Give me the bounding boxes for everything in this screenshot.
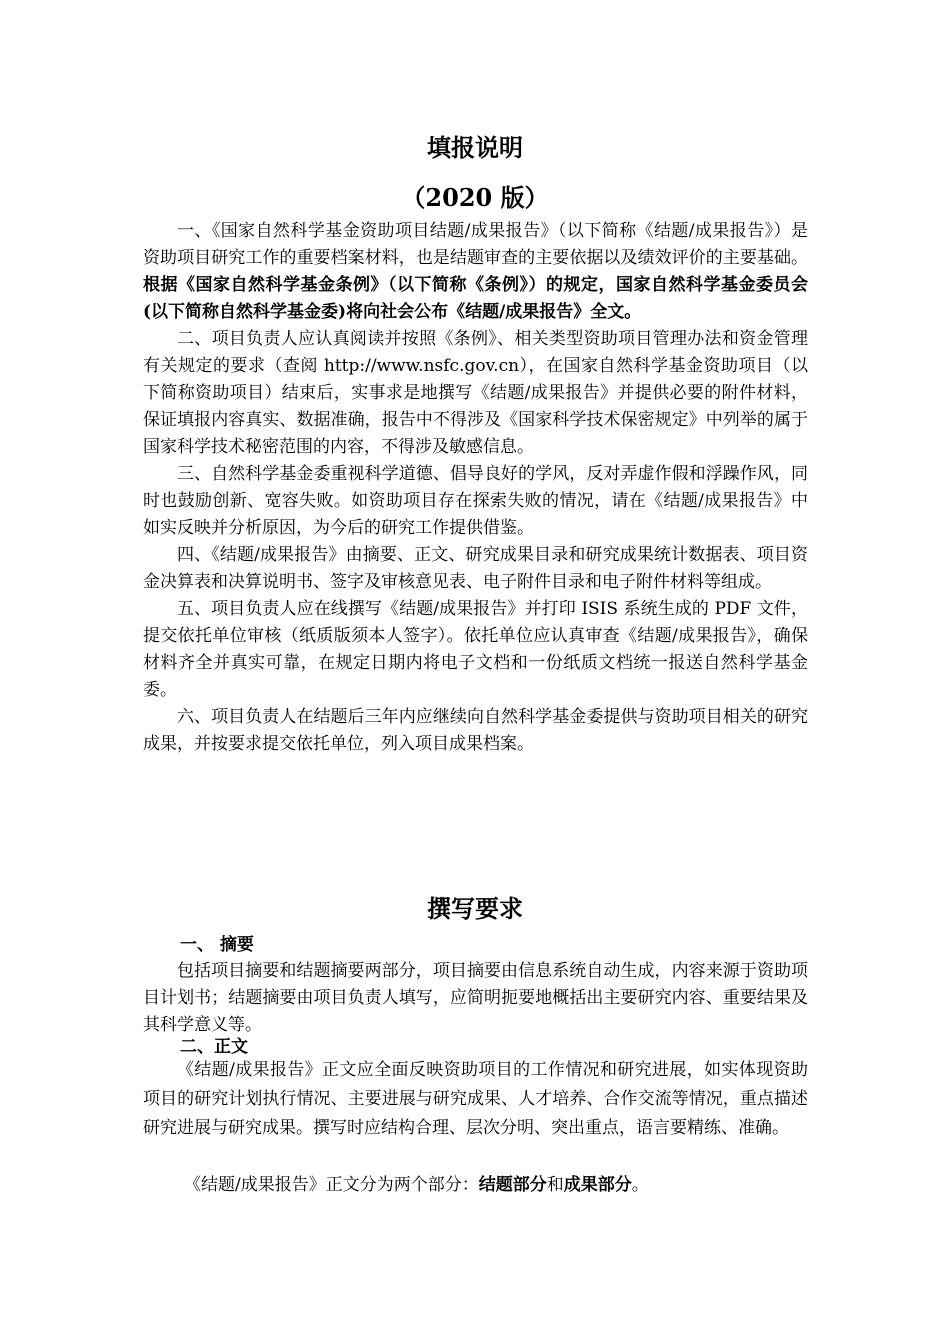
instruction-paragraph-6: 六、项目负责人在结题后三年内应继续向自然科学基金委提供与资助项目相关的研究成果，并按要求提交依托单位，列入项目成果档案。	[143, 707, 808, 754]
instruction-paragraph-2: 二、项目负责人应认真阅读并按照《条例》、相关类型资助项目管理办法和资金管理有关规定的要求（查阅 http://www.nsfc.gov.cn），在国家自然科学基金资助项目（以下简称资助项目）结束后，实事求是地撰写《结题/成果报告》并提供必要的附件材料，保证填报内容真实、数据准确，报告中不得涉及《国家科学技术保密规定》中列举的属于国家科学技术秘密范围的内容，不得涉及敏感信息。	[143, 329, 808, 457]
instruction-paragraph-5: 五、项目负责人应在线撰写《结题/成果报告》并打印 ISIS 系统生成的 PDF 文件，提交依托单位审核（纸质版须本人签字）。依托单位应认真审查《结题/成果报告》，确保材料齐全并真实可靠，在规定日期内将电子文档和一份纸质文档统一报送自然科学基金委。	[143, 599, 808, 700]
conclusion-part-label: 结题部分	[478, 1175, 547, 1195]
parts-and: 和	[546, 1175, 564, 1195]
main-text-paragraph: 《结题/成果报告》正文应全面反映资助项目的工作情况和研究进展，如实体现资助项目的研究计划执行情况、主要进展与研究成果、人才培养、合作交流等情况，重点描述研究进展与研究成果。撰写时应结构合理、层次分明、突出重点，语言要精练、准确。	[143, 1060, 808, 1138]
parts-suffix: 。	[631, 1175, 649, 1195]
instruction-paragraph-4: 四、《结题/成果报告》由摘要、正文、研究成果目录和研究成果统计数据表、项目资金决算表和决算说明书、签字及审核意见表、电子附件目录和电子附件材料等组成。	[143, 545, 808, 592]
main-text-heading: 二、正文	[180, 1037, 248, 1057]
edition-label: （2020 版）	[401, 183, 549, 212]
instruction-1-bold-text: 根据《国家自然科学基金条例》（以下简称《条例》）的规定，国家自然科学基金委员会(以下简称自然科学基金委)将向社会公布《结题/成果报告》全文。	[143, 275, 808, 322]
instruction-1-text: 一、《国家自然科学基金资助项目结题/成果报告》（以下简称《结题/成果报告》）是资助项目研究工作的重要档案材料，也是结题审查的主要依据以及绩效评价的主要基础。	[143, 221, 808, 268]
instructions-body	[143, 218, 808, 758]
abstract-heading: 一、 摘要	[180, 935, 254, 955]
abstract-paragraph: 包括项目摘要和结题摘要两部分，项目摘要由信息系统自动生成，内容来源于资助项目计划书；结题摘要由项目负责人填写，应简明扼要地概括出主要研究内容、重要结果及其科学意义等。	[143, 961, 808, 1035]
instruction-paragraph-1	[143, 218, 808, 326]
instruction-paragraph-3: 三、自然科学基金委重视科学道德、倡导良好的学风，反对弄虚作假和浮躁作风，同时也鼓励创新、宽容失败。如资助项目存在探索失败的情况，请在《结题/成果报告》中如实反映并分析原因，为今后的研究工作提供借鉴。	[143, 464, 808, 538]
section-title-writing-requirements: 撰写要求	[427, 894, 523, 923]
section-title-instructions: 填报说明	[427, 133, 523, 162]
main-text-parts-line	[184, 1171, 804, 1200]
abstract-body	[143, 958, 808, 1039]
main-text-body	[143, 1056, 808, 1143]
results-part-label: 成果部分	[563, 1175, 632, 1195]
parts-prefix: 《结题/成果报告》正文分为两个部分：	[184, 1175, 479, 1195]
